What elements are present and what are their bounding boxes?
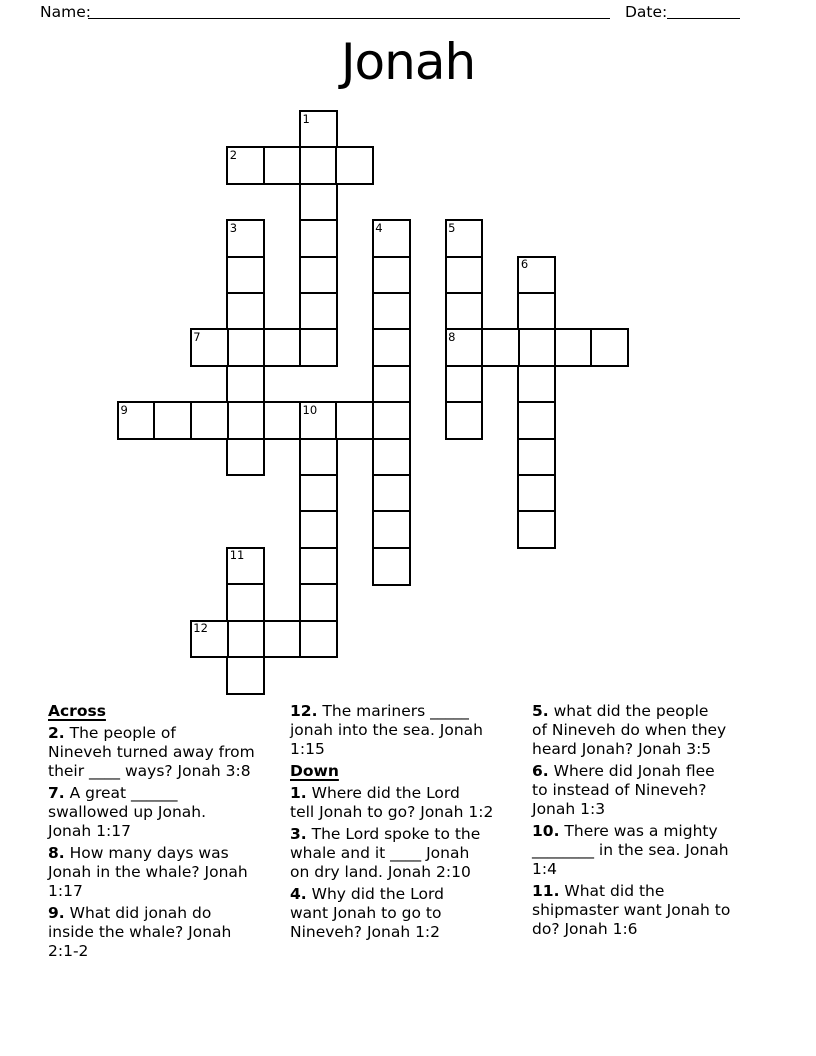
grid-cell[interactable] [263, 620, 302, 659]
grid-cell[interactable] [517, 474, 556, 513]
clue-number: 6. [532, 762, 549, 780]
grid-cell[interactable] [226, 620, 265, 659]
grid-cell[interactable] [299, 110, 338, 149]
clue-item-across-9 [48, 904, 255, 961]
grid-cell[interactable] [299, 583, 338, 622]
grid-cell[interactable] [226, 146, 265, 185]
cell-number: 3 [229, 220, 238, 235]
across-header: Across [48, 702, 106, 720]
clue-number: 3. [290, 825, 307, 843]
grid-cell[interactable] [226, 219, 265, 258]
grid-cell[interactable] [372, 328, 411, 367]
grid-cell[interactable] [117, 401, 156, 440]
clue-text-line: 8. How many days was [48, 844, 229, 862]
grid-cell[interactable] [263, 401, 302, 440]
grid-cell[interactable] [372, 219, 411, 258]
cell-number: 5 [448, 220, 456, 235]
clue-number: 12. [290, 702, 318, 720]
clue-text-line: to instead of Nineveh? [532, 781, 707, 799]
clue-text-line: 1:15 [290, 740, 325, 758]
clue-text-line: their ____ ways? Jonah 3:8 [48, 762, 251, 780]
grid-cell[interactable] [226, 547, 265, 586]
grid-cell[interactable] [517, 438, 556, 477]
clue-text-line: Jonah 1:17 [48, 822, 131, 840]
clue-text-line: heard Jonah? Jonah 3:5 [532, 740, 712, 758]
clue-text-line: 10. There was a mighty [532, 822, 718, 840]
page-title: Jonah [340, 33, 476, 91]
grid-cell[interactable] [299, 547, 338, 586]
clue-text-line: 6. Where did Jonah flee [532, 762, 715, 780]
clue-number: 8. [48, 844, 65, 862]
cell-number: 4 [375, 220, 383, 235]
grid-cell[interactable] [299, 438, 338, 477]
grid-cell[interactable] [445, 292, 484, 331]
name-line[interactable] [88, 18, 610, 19]
grid-cell[interactable] [372, 547, 411, 586]
grid-cell[interactable] [445, 328, 484, 367]
grid-cell[interactable] [299, 510, 338, 549]
grid-cell[interactable] [445, 401, 484, 440]
grid-cell[interactable] [372, 365, 411, 404]
grid-cell[interactable] [226, 365, 265, 404]
grid-cell[interactable] [372, 438, 411, 477]
grid-cell[interactable] [263, 146, 302, 185]
clue-number: 10. [532, 822, 560, 840]
clues-column-1 [48, 702, 255, 964]
grid-cell[interactable] [445, 365, 484, 404]
grid-cell[interactable] [517, 292, 556, 331]
clue-text-line: Nineveh turned away from [48, 743, 255, 761]
clue-text-line: 5. what did the people [532, 702, 709, 720]
cell-number: 6 [520, 257, 529, 272]
clue-text-line: do? Jonah 1:6 [532, 920, 638, 938]
clue-text-line: want Jonah to go to [290, 904, 442, 922]
clue-item-down-6 [532, 762, 730, 819]
grid-cell[interactable] [445, 219, 484, 258]
grid-cell[interactable] [299, 256, 338, 295]
clue-text-line: on dry land. Jonah 2:10 [290, 863, 471, 881]
grid-cell[interactable] [299, 401, 338, 440]
clue-text-line: 7. A great ______ [48, 784, 178, 802]
grid-cell[interactable] [226, 256, 265, 295]
clue-text-line: ________ in the sea. Jonah [532, 841, 729, 859]
clue-item-down-11 [532, 882, 730, 939]
clue-text-line: Jonah 1:3 [532, 800, 606, 818]
cell-number: 1 [302, 111, 310, 126]
grid-cell[interactable] [299, 620, 338, 659]
clue-number: 7. [48, 784, 65, 802]
cell-number: 10 [302, 402, 318, 417]
clue-text-line: of Nineveh do when they [532, 721, 727, 739]
clues-column-3 [532, 702, 730, 942]
date-label: Date: [625, 3, 668, 21]
clue-text-line: 1:17 [48, 882, 83, 900]
grid-cell[interactable] [263, 328, 302, 367]
down-header: Down [290, 762, 339, 780]
name-label: Name: [40, 3, 91, 21]
clue-text-line: whale and it ____ Jonah [290, 844, 470, 862]
grid-cell[interactable] [445, 256, 484, 295]
grid-cell[interactable] [226, 328, 265, 367]
clue-item-across-8 [48, 844, 255, 901]
grid-cell[interactable] [226, 292, 265, 331]
grid-cell[interactable] [517, 256, 556, 295]
clue-text-line: shipmaster want Jonah to [532, 901, 731, 919]
clue-item-down-10 [532, 822, 730, 879]
grid-cell[interactable] [517, 401, 556, 440]
grid-cell[interactable] [299, 474, 338, 513]
clue-item-across-12 [290, 702, 493, 759]
clue-text-line: 9. What did jonah do [48, 904, 212, 922]
clue-text-line: 4. Why did the Lord [290, 885, 444, 903]
cell-number: 8 [448, 329, 456, 344]
clue-text-line: 12. The mariners _____ [290, 702, 469, 720]
grid-cell[interactable] [554, 328, 593, 367]
grid-cell[interactable] [226, 438, 265, 477]
clue-item-down-1 [290, 784, 493, 822]
grid-cell[interactable] [517, 510, 556, 549]
clue-item-down-5 [532, 702, 730, 759]
grid-cell[interactable] [372, 510, 411, 549]
grid-cell[interactable] [481, 328, 520, 367]
clue-text-line: inside the whale? Jonah [48, 923, 232, 941]
clue-text-line: jonah into the sea. Jonah [290, 721, 484, 739]
grid-cell[interactable] [153, 401, 192, 440]
grid-cell[interactable] [226, 401, 265, 440]
clue-text-line: Jonah in the whale? Jonah [48, 863, 248, 881]
grid-cell[interactable] [299, 146, 338, 185]
clue-text-line: swallowed up Jonah. [48, 803, 207, 821]
cell-number: 7 [193, 329, 201, 344]
clue-item-down-3 [290, 825, 493, 882]
date-line[interactable] [667, 18, 740, 19]
grid-cell[interactable] [372, 256, 411, 295]
clue-text-line: 1. Where did the Lord [290, 784, 460, 802]
clue-text-line: 1:4 [532, 860, 557, 878]
clue-text-line: Nineveh? Jonah 1:2 [290, 923, 441, 941]
grid-cell[interactable] [190, 401, 229, 440]
clue-text-line: 3. The Lord spoke to the [290, 825, 481, 843]
grid-cell[interactable] [590, 328, 629, 367]
clue-item-across-7 [48, 784, 255, 841]
clue-text-line: 2. The people of [48, 724, 176, 742]
clue-number: 9. [48, 904, 65, 922]
grid-cell[interactable] [299, 292, 338, 331]
grid-cell[interactable] [190, 328, 229, 367]
clue-number: 1. [290, 784, 307, 802]
cell-number: 11 [229, 548, 245, 563]
clue-text-line: 11. What did the [532, 882, 665, 900]
clue-number: 2. [48, 724, 65, 742]
grid-cell[interactable] [299, 219, 338, 258]
clue-item-down-4 [290, 885, 493, 942]
grid-cell[interactable] [517, 328, 556, 367]
grid-cell[interactable] [226, 656, 265, 695]
cell-number: 9 [120, 402, 128, 417]
clue-item-across-2 [48, 724, 255, 781]
grid-cell[interactable] [299, 183, 338, 222]
cell-number: 12 [193, 621, 208, 636]
grid-cell[interactable] [335, 146, 374, 185]
clue-text-line: tell Jonah to go? Jonah 1:2 [290, 803, 494, 821]
clues-column-2 [290, 702, 493, 945]
clue-number: 4. [290, 885, 307, 903]
clue-number: 5. [532, 702, 549, 720]
clue-number: 11. [532, 882, 560, 900]
grid-cell[interactable] [226, 583, 265, 622]
grid-cell[interactable] [372, 474, 411, 513]
clue-text-line: 2:1-2 [48, 942, 89, 960]
grid-cell[interactable] [372, 401, 411, 440]
grid-cell[interactable] [190, 620, 229, 659]
cell-number: 2 [229, 147, 238, 162]
grid-cell[interactable] [372, 292, 411, 331]
grid-cell[interactable] [335, 401, 374, 440]
grid-cell[interactable] [517, 365, 556, 404]
grid-cell[interactable] [299, 328, 338, 367]
